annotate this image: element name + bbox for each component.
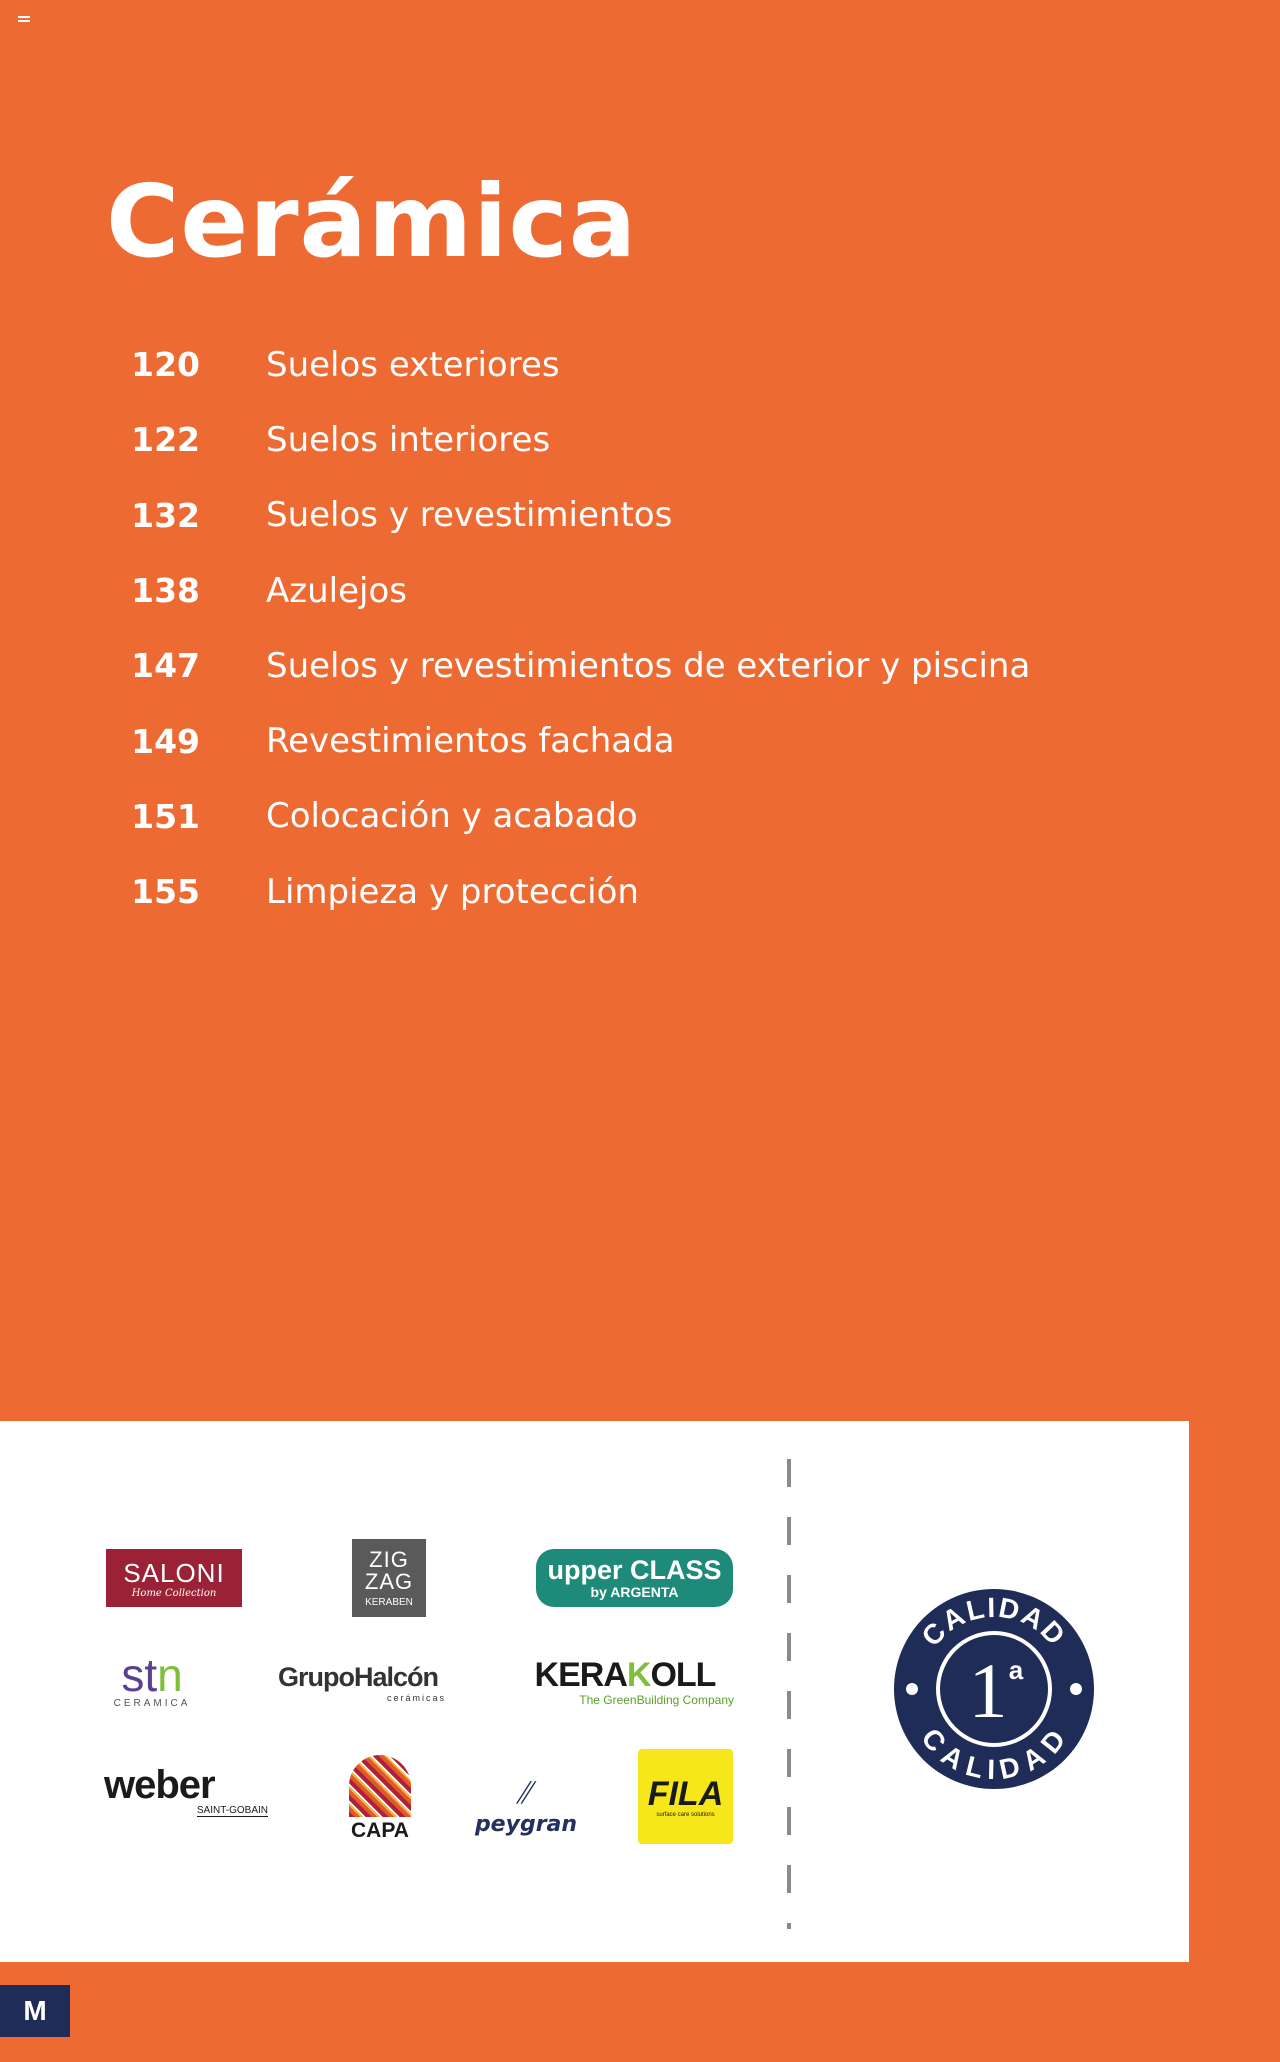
capa-name: CAPA — [351, 1819, 409, 1842]
toc-label: Suelos y revestimientos — [266, 495, 673, 536]
toc-label: Suelos exteriores — [266, 344, 560, 385]
saloni-logo — [106, 1549, 242, 1607]
fila-name: FILA — [647, 1774, 724, 1813]
toc-item[interactable] — [120, 854, 1120, 929]
zigzag-tagline: KERABEN — [365, 1596, 413, 1608]
page-title: Cerámica — [106, 163, 638, 280]
fila-logo — [638, 1749, 733, 1844]
menu-icon[interactable] — [18, 16, 30, 24]
toc-label: Suelos y revestimientos de exterior y piscina — [266, 645, 1031, 686]
peygran-mark-icon: ⫽ — [513, 1776, 539, 1811]
toc-item[interactable] — [120, 478, 1120, 553]
upperclass-logo — [536, 1549, 733, 1607]
toc-item[interactable] — [120, 703, 1120, 778]
toc-page-number: 122 — [131, 420, 200, 460]
capa-logo — [342, 1751, 418, 1843]
toc-item[interactable] — [120, 402, 1120, 477]
kerakoll-name: KERAKOLL — [534, 1656, 716, 1694]
dashed-divider — [787, 1459, 791, 1929]
peygran-name: peygran — [474, 1812, 578, 1837]
weber-tagline: SAINT-GOBAIN — [196, 1805, 268, 1816]
toc-label: Suelos interiores — [266, 419, 551, 460]
stn-name: stn — [121, 1648, 183, 1701]
calidad-seal — [892, 1587, 1096, 1791]
fila-tagline: surface care solutions — [656, 1811, 715, 1818]
toc-item[interactable] — [120, 327, 1120, 402]
toc-page-number: 147 — [131, 646, 200, 686]
seal-number: 1 — [968, 1647, 1008, 1734]
toc-item[interactable] — [120, 628, 1120, 703]
zigzag-logo — [352, 1539, 426, 1617]
stn-tagline: CERAMICA — [113, 1697, 191, 1709]
toc-item[interactable] — [120, 779, 1120, 854]
grupohalcon-name: GrupoHalcón — [277, 1661, 438, 1692]
weber-logo — [104, 1763, 268, 1819]
stn-logo — [104, 1647, 200, 1713]
table-of-contents — [120, 327, 1120, 929]
toc-page-number: 132 — [131, 495, 200, 535]
brand-logos-panel — [0, 1421, 1189, 1962]
kerakoll-logo — [516, 1653, 734, 1711]
toc-page-number: 155 — [131, 872, 200, 912]
grupohalcon-tagline: cerámicas — [386, 1692, 446, 1703]
toc-page-number: 138 — [131, 571, 200, 611]
toc-page-number: 120 — [131, 345, 200, 385]
weber-name: weber — [104, 1763, 215, 1807]
saloni-tagline: Home Collection — [131, 1587, 217, 1599]
toc-label: Colocación y acabado — [266, 796, 638, 837]
brand-m-logo[interactable]: M — [0, 1985, 70, 2037]
seal-bottom-text: CALIDAD — [915, 1722, 1073, 1786]
toc-label: Limpieza y protección — [266, 871, 639, 912]
toc-label: Revestimientos fachada — [266, 721, 675, 762]
upperclass-tagline: by ARGENTA — [590, 1584, 679, 1600]
toc-item[interactable] — [120, 553, 1120, 628]
calidad-seal-graphic — [892, 1587, 1096, 1791]
kerakoll-tagline: The GreenBuilding Company — [579, 1693, 734, 1707]
upperclass-name: upper CLASS — [547, 1555, 722, 1585]
toc-label: Azulejos — [266, 570, 407, 611]
seal-top-text: CALIDAD — [915, 1591, 1073, 1653]
zigzag-name: ZIG ZAG — [364, 1546, 414, 1594]
capa-mark-icon — [349, 1755, 411, 1817]
seal-superscript: a — [1008, 1655, 1024, 1685]
grupohalcon-logo — [268, 1657, 448, 1707]
toc-page-number: 149 — [131, 721, 200, 761]
peygran-logo — [470, 1761, 582, 1837]
saloni-name: SALONI — [123, 1557, 225, 1588]
toc-page-number: 151 — [131, 796, 200, 836]
